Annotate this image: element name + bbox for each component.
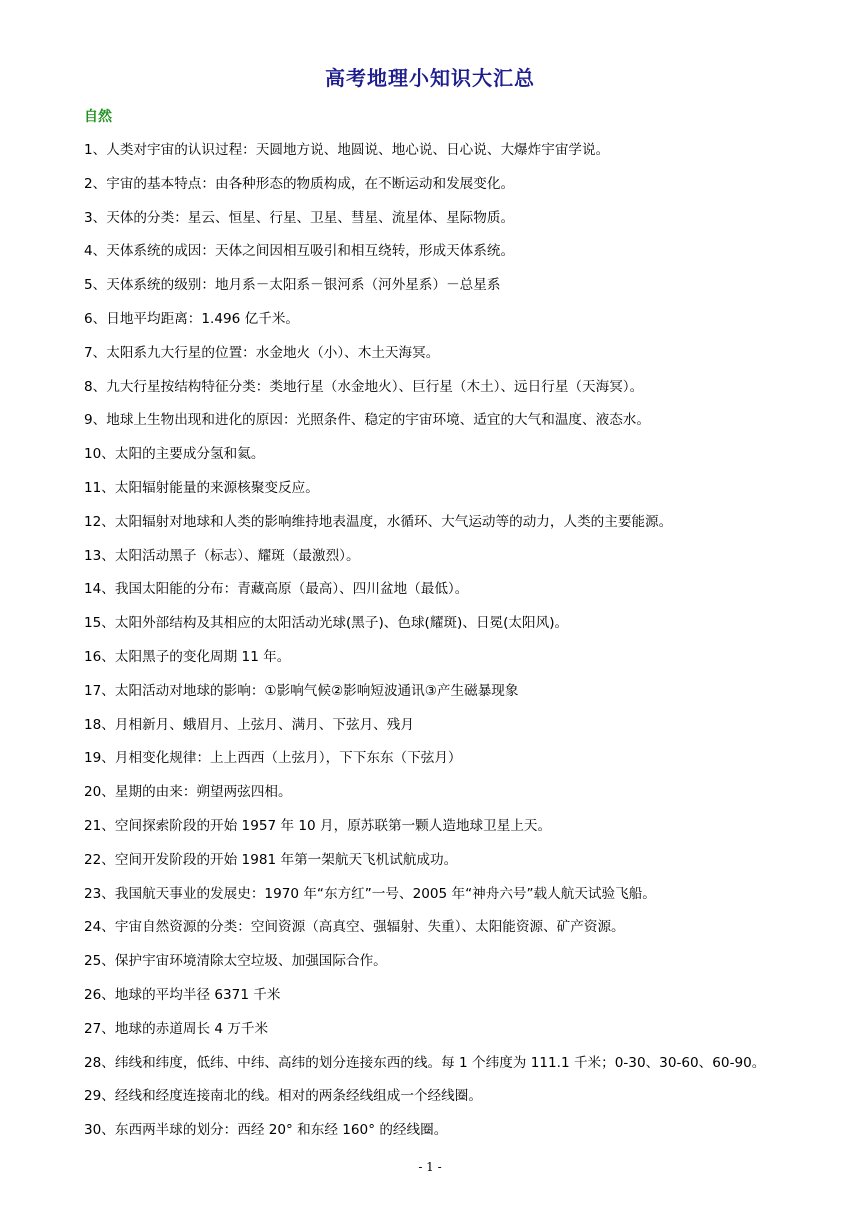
list-item: 30、东西两半球的划分：西经 20° 和东经 160° 的经线圈。	[84, 1122, 448, 1139]
list-item: 5、天体系统的级别：地月系－太阳系－银河系（河外星系）－总星系	[84, 277, 501, 294]
page-title: 高考地理小知识大汇总	[325, 66, 535, 90]
section-heading: 自然	[84, 109, 112, 125]
list-item: 7、太阳系九大行星的位置：水金地火（小）、木土天海冥。	[84, 344, 440, 361]
list-item: 9、地球上生物出现和进化的原因：光照条件、稳定的宇宙环境、适宜的大气和温度、液态水。	[84, 412, 650, 429]
list-item: 16、太阳黑子的变化周期 11 年。	[84, 648, 291, 665]
list-item: 13、太阳活动黑子（标志）、耀斑（最激烈）。	[84, 547, 360, 564]
list-item: 23、我国航天事业的发展史：1970 年“东方红”一号、2005 年“神舟六号”载人航天试验飞船。	[84, 885, 656, 902]
list-item: 10、太阳的主要成分氢和氦。	[84, 446, 265, 463]
knowledge-list	[84, 139, 844, 1153]
list-item: 27、地球的赤道周长 4 万千米	[84, 1020, 269, 1037]
list-item: 4、天体系统的成因：天体之间因相互吸引和相互绕转，形成天体系统。	[84, 243, 515, 260]
list-item: 1、人类对宇宙的认识过程：天圆地方说、地圆说、地心说、日心说、大爆炸宇宙学说。	[84, 142, 610, 158]
list-item: 24、宇宙自然资源的分类：空间资源（高真空、强辐射、失重）、太阳能资源、矿产资源。	[84, 919, 625, 936]
list-item: 3、天体的分类：星云、恒星、行星、卫星、彗星、流星体、星际物质。	[84, 209, 515, 226]
list-item: 28、纬线和纬度，低纬、中纬、高纬的划分连接东西的线。每 1 个纬度为 111.1 千米；0-30、30-60、60-90。	[84, 1054, 766, 1071]
list-item: 17、太阳活动对地球的影响：①影响气候②影响短波通讯③产生磁暴现象	[84, 682, 519, 699]
page-number: - 1 -	[418, 1160, 442, 1174]
list-item: 19、月相变化规律：上上西西（上弦月），下下东东（下弦月）	[84, 750, 462, 767]
list-item: 21、空间探索阶段的开始 1957 年 10 月，原苏联第一颗人造地球卫星上天。	[84, 817, 552, 834]
list-item: 29、经线和经度连接南北的线。相对的两条经线组成一个经线圈。	[84, 1088, 482, 1105]
list-item: 12、太阳辐射对地球和人类的影响维持地表温度，水循环、大气运动等的动力，人类的主要能源。	[84, 513, 673, 530]
list-item: 14、我国太阳能的分布：青藏高原（最高）、四川盆地（最低）。	[84, 581, 469, 598]
list-item: 22、空间开发阶段的开始 1981 年第一架航天飞机试航成功。	[84, 851, 458, 868]
list-item: 26、地球的平均半径 6371 千米	[84, 986, 281, 1003]
list-item: 25、保护宇宙环境清除太空垃圾、加强国际合作。	[84, 953, 387, 970]
list-item: 11、太阳辐射能量的来源核聚变反应。	[84, 479, 319, 496]
list-item: 18、月相新月、蛾眉月、上弦月、满月、下弦月、残月	[84, 716, 414, 733]
list-item: 2、宇宙的基本特点：由各种形态的物质构成，在不断运动和发展变化。	[84, 175, 515, 192]
list-item: 20、星期的由来：朔望两弦四相。	[84, 784, 292, 801]
list-item: 6、日地平均距离：1.496 亿千米。	[84, 310, 300, 327]
list-item: 8、九大行星按结构特征分类：类地行星（水金地火）、巨行星（木土）、远日行星（天海冥）。	[84, 378, 644, 395]
list-item: 15、太阳外部结构及其相应的太阳活动光球(黑子)、色球(耀斑)、日冕(太阳风)。	[84, 615, 569, 632]
